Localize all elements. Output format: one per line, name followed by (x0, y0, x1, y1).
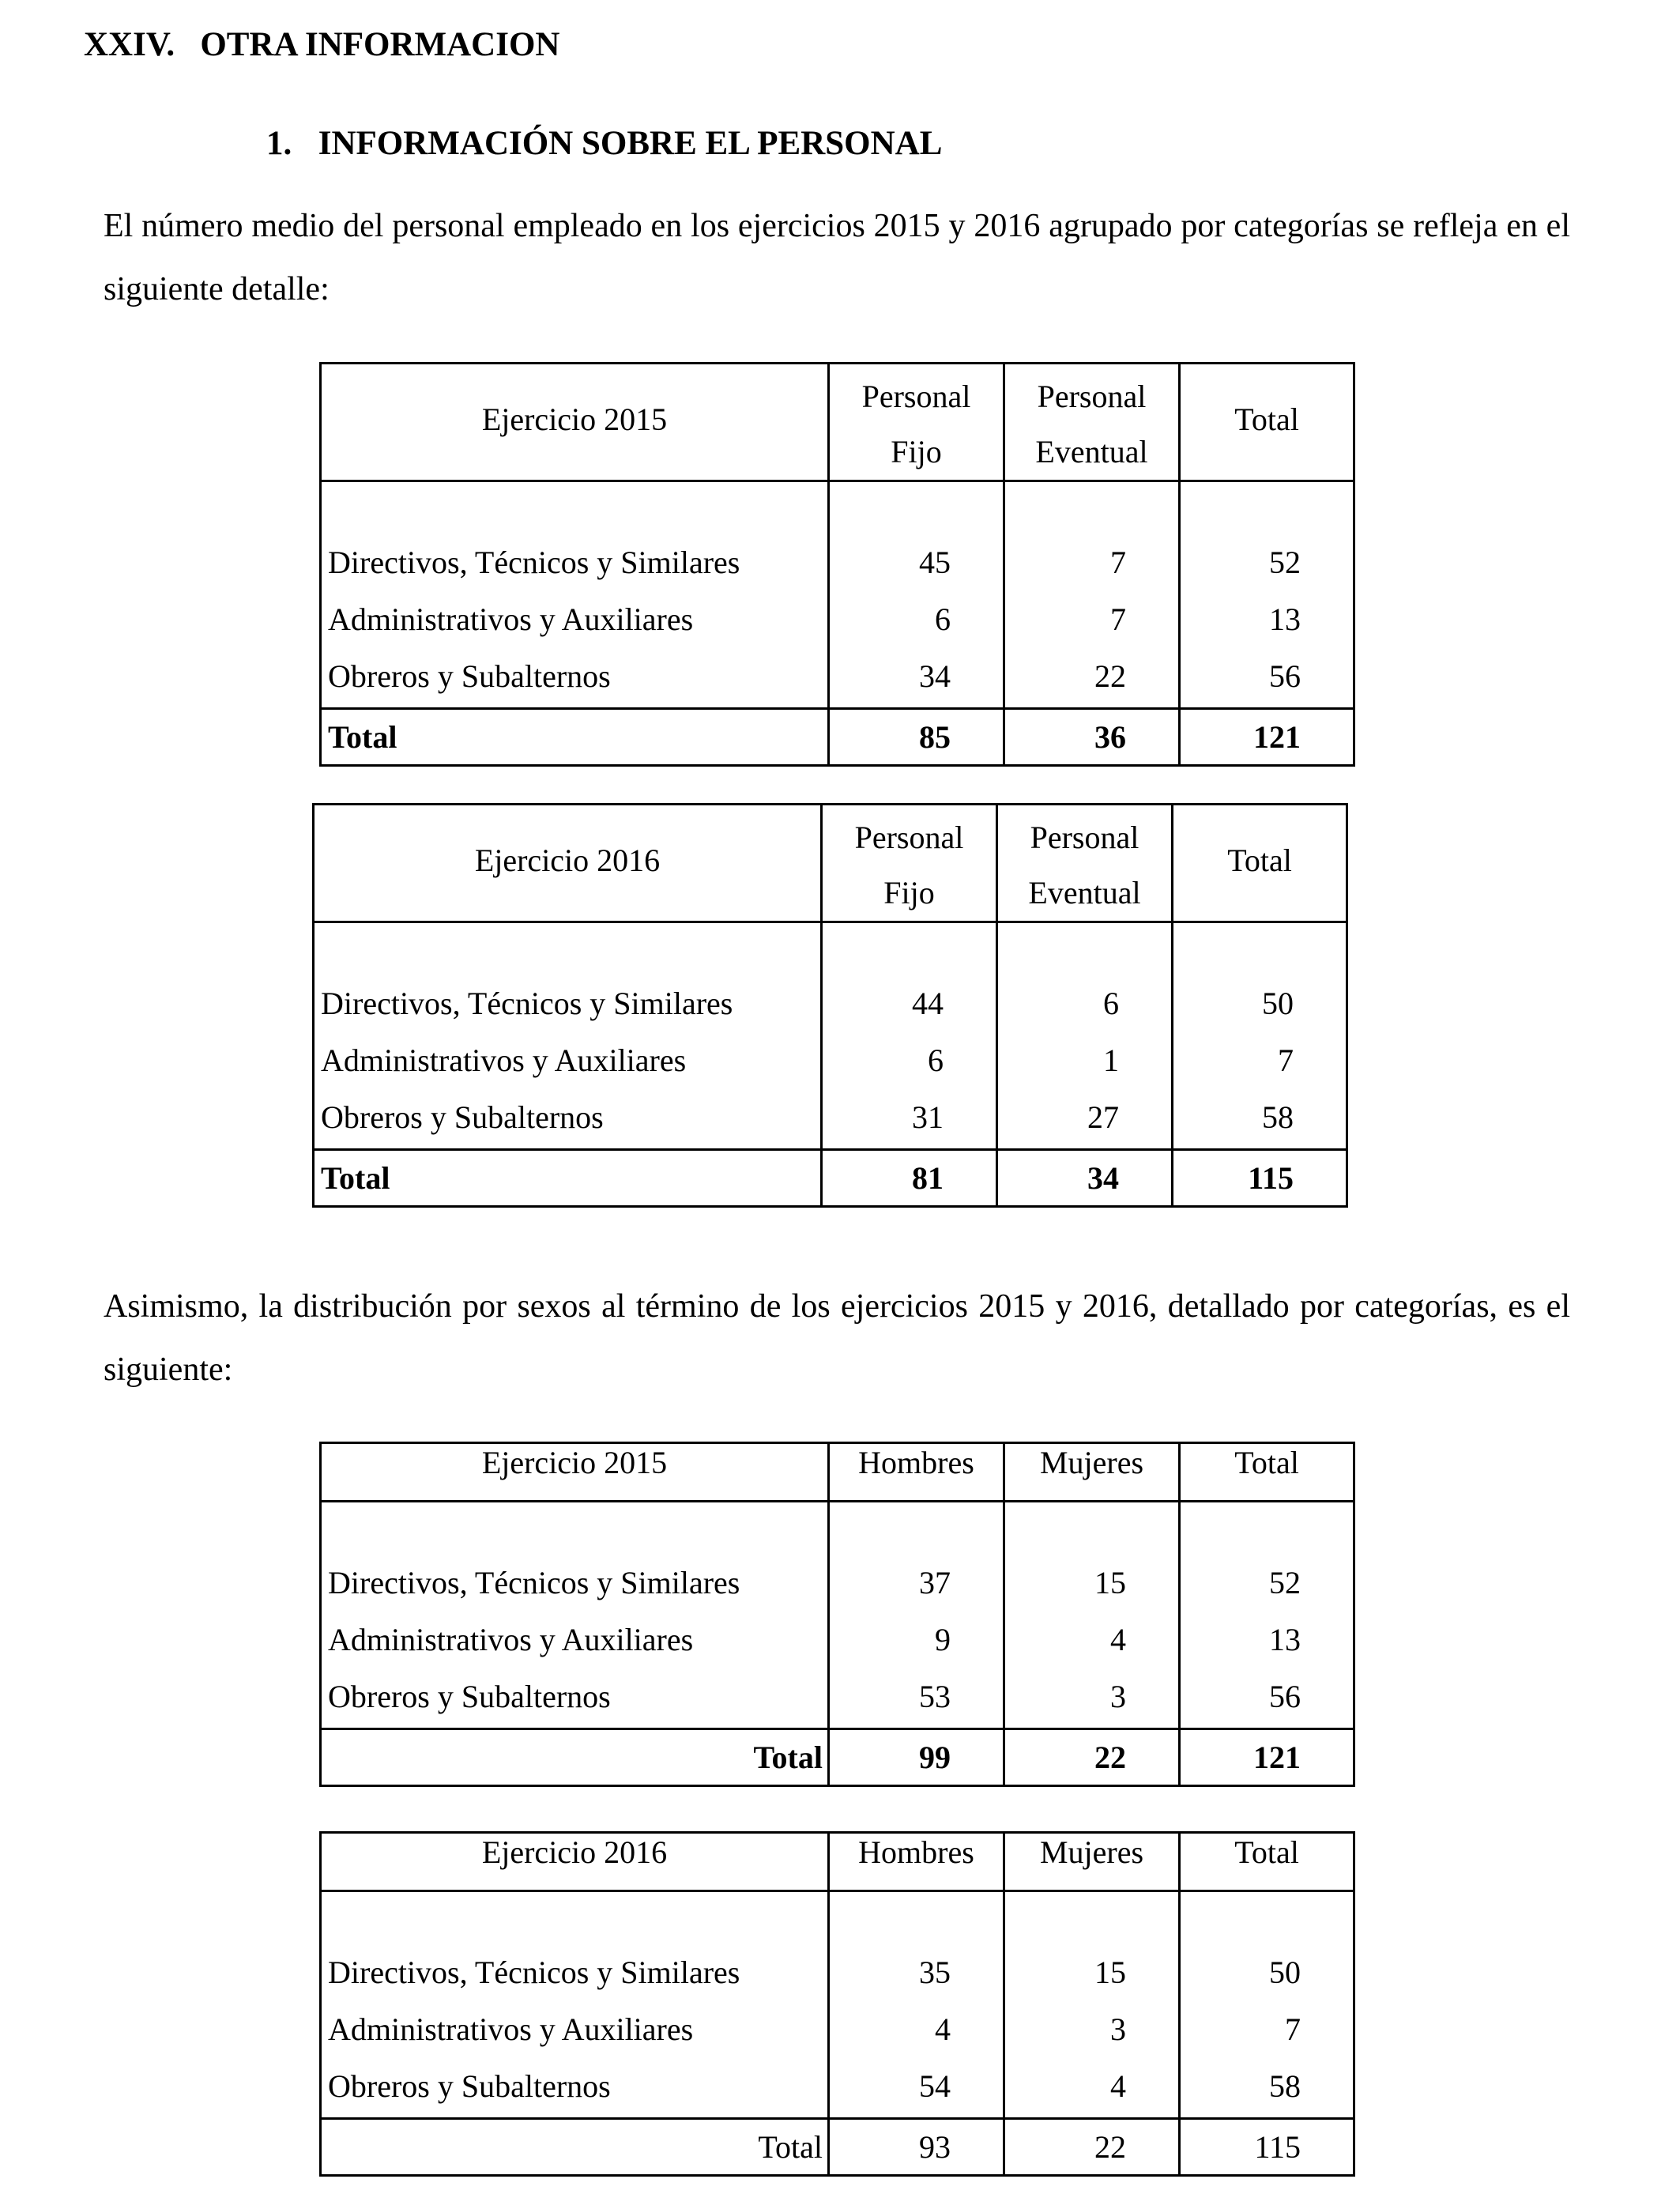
col-values: 6 1 27 (997, 922, 1173, 1150)
col-header-fijo: Personal Fijo (829, 364, 1004, 481)
total-label: Total (321, 709, 829, 766)
table-row-label: Administrativos y Auxiliares (328, 1622, 694, 1657)
col-header-hombres: Hombres (829, 1833, 1004, 1891)
col-header-eventual: Personal Eventual (1004, 364, 1180, 481)
table-total-row (314, 1150, 1347, 1207)
col-values: 52 13 56 (1180, 481, 1354, 709)
table-row-label: Obreros y Subalternos (328, 2068, 611, 2104)
table-header-row (321, 1443, 1354, 1502)
table-row-label: Directivos, Técnicos y Similares (328, 545, 740, 580)
table-body (321, 481, 1354, 709)
table-total-row (321, 709, 1354, 766)
col-header-mujeres: Mujeres (1004, 1833, 1180, 1891)
col-values: 15 3 4 (1004, 1891, 1180, 2119)
col-values: 44 6 31 (822, 922, 997, 1150)
total-value: 34 (997, 1150, 1173, 1207)
total-value: 85 (829, 709, 1004, 766)
table-title: Ejercicio 2016 (314, 805, 822, 922)
col-header-mujeres: Mujeres (1004, 1443, 1180, 1502)
col-values: 37 9 53 (829, 1502, 1004, 1729)
total-value: 36 (1004, 709, 1180, 766)
row-labels (321, 481, 829, 709)
row-labels (321, 1891, 829, 2119)
total-label: Total (321, 2119, 829, 2176)
total-value: 81 (822, 1150, 997, 1207)
section-title: XXIV. OTRA INFORMACION (84, 26, 560, 63)
table-2015-gender (319, 1442, 1355, 1787)
table-title: Ejercicio 2015 (321, 364, 829, 481)
col-values: 50 7 58 (1173, 922, 1347, 1150)
total-value: 22 (1004, 2119, 1180, 2176)
col-values: 7 7 22 (1004, 481, 1180, 709)
table-row-label: Administrativos y Auxiliares (328, 2011, 694, 2047)
table-title: Ejercicio 2016 (321, 1833, 829, 1891)
table-total-row (321, 1729, 1354, 1786)
col-values: 15 4 3 (1004, 1502, 1180, 1729)
col-header-total: Total (1173, 805, 1347, 922)
table-2016-gender (319, 1831, 1355, 2177)
col-values: 50 7 58 (1180, 1891, 1354, 2119)
table-row-label: Administrativos y Auxiliares (321, 1042, 687, 1078)
subsection-title: INFORMACIÓN SOBRE EL PERSONAL (318, 125, 943, 162)
table-row-label: Directivos, Técnicos y Similares (328, 1565, 740, 1600)
table-row-label: Obreros y Subalternos (328, 1679, 611, 1714)
col-values: 45 6 34 (829, 481, 1004, 709)
table-row-label: Administrativos y Auxiliares (328, 601, 694, 637)
col-header-total: Total (1180, 1833, 1354, 1891)
total-label: Total (321, 1729, 829, 1786)
total-value: 121 (1180, 1729, 1354, 1786)
intro-paragraph: El número medio del personal empleado en los ejercicios 2015 y 2016 agrupado por categorías se refleja en el siguiente detalle: (104, 208, 1570, 307)
total-value: 115 (1180, 2119, 1354, 2176)
table-header-row (314, 805, 1347, 922)
table-row-label: Obreros y Subalternos (328, 658, 611, 694)
table-total-row (321, 2119, 1354, 2176)
table-body (321, 1502, 1354, 1729)
subsection-heading (266, 126, 942, 160)
total-value: 115 (1173, 1150, 1347, 1207)
col-header-eventual: Personal Eventual (997, 805, 1173, 922)
table-row-label: Directivos, Técnicos y Similares (321, 986, 733, 1021)
total-label: Total (314, 1150, 822, 1207)
table-row-label: Obreros y Subalternos (321, 1099, 604, 1135)
col-values: 52 13 56 (1180, 1502, 1354, 1729)
gender-paragraph: Asimismo, la distribución por sexos al término de los ejercicios 2015 y 2016, detallado por categorías, es el siguiente: (104, 1288, 1570, 1388)
total-value: 93 (829, 2119, 1004, 2176)
subsection-number: 1. (266, 125, 292, 162)
row-labels (321, 1502, 829, 1729)
total-value: 22 (1004, 1729, 1180, 1786)
col-header-hombres: Hombres (829, 1443, 1004, 1502)
col-header-fijo: Personal Fijo (822, 805, 997, 922)
row-labels (314, 922, 822, 1150)
table-title: Ejercicio 2015 (321, 1443, 829, 1502)
table-2016-contract (312, 803, 1348, 1208)
table-body (314, 922, 1347, 1150)
total-value: 99 (829, 1729, 1004, 1786)
table-header-row (321, 364, 1354, 481)
table-2015-contract (319, 362, 1355, 767)
total-value: 121 (1180, 709, 1354, 766)
col-header-total: Total (1180, 364, 1354, 481)
table-row-label: Directivos, Técnicos y Similares (328, 1955, 740, 1990)
table-header-row (321, 1833, 1354, 1891)
col-values: 35 4 54 (829, 1891, 1004, 2119)
table-body (321, 1891, 1354, 2119)
col-header-total: Total (1180, 1443, 1354, 1502)
